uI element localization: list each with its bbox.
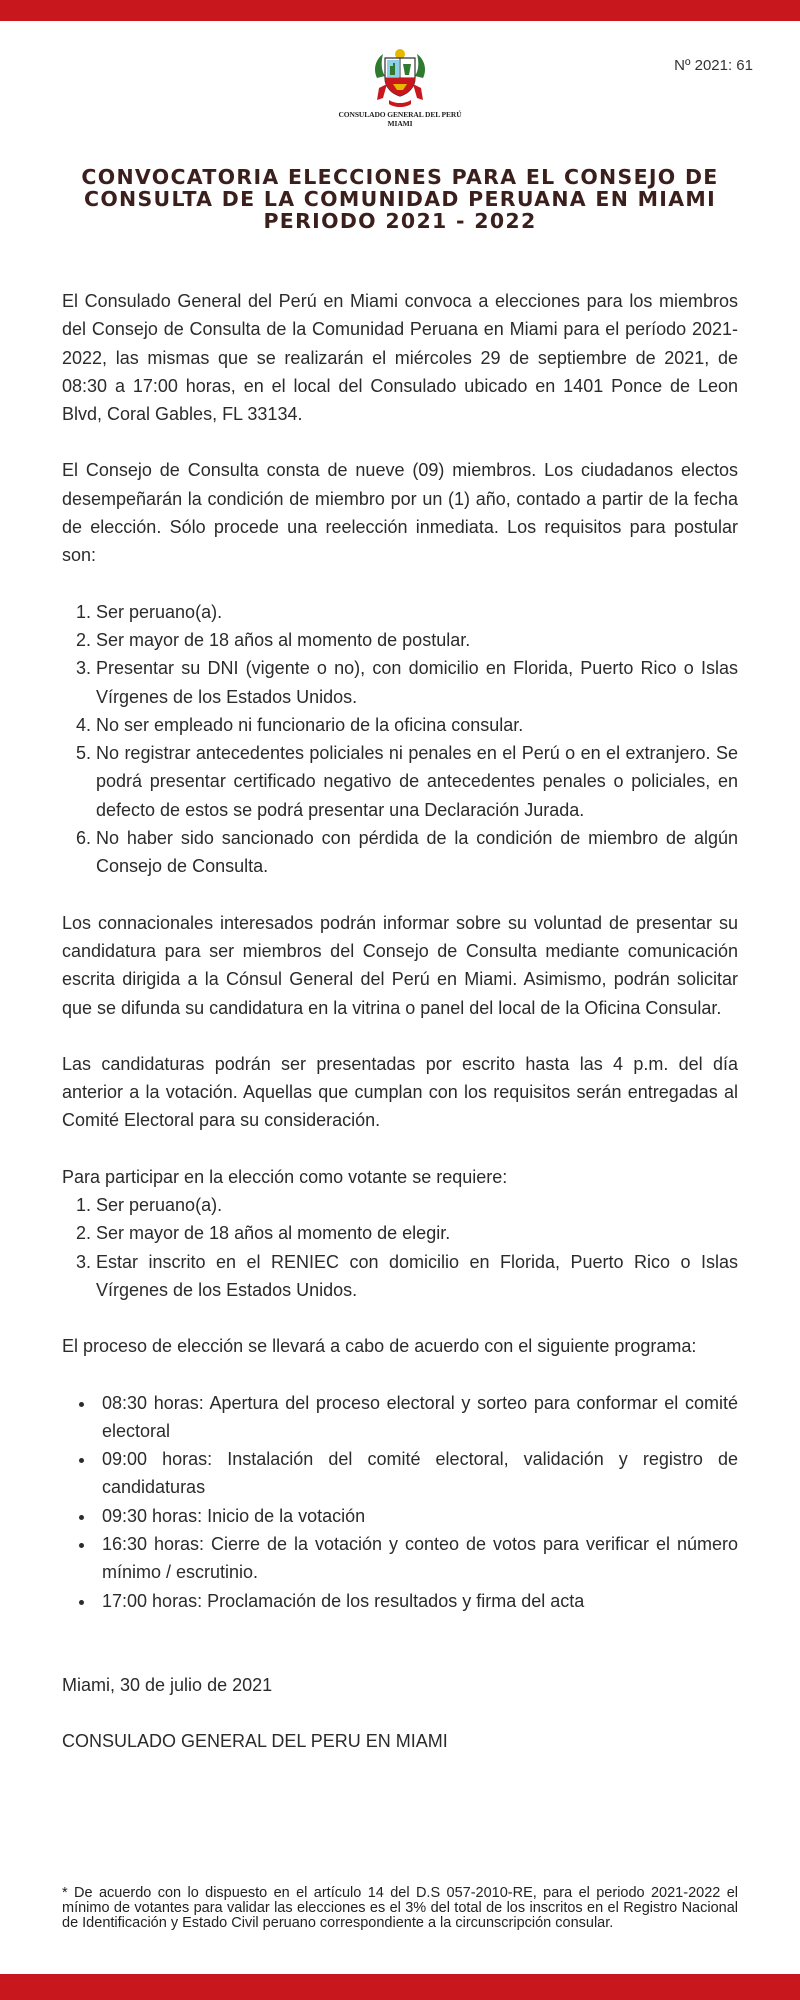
bottom-accent-bar xyxy=(0,1974,800,2000)
top-accent-bar xyxy=(0,0,800,21)
list-item: • 09:00 horas: Instalación del comité electoral, validación y registro de candidaturas xyxy=(96,1445,738,1502)
list-item: • 08:30 horas: Apertura del proceso electoral y sorteo para conformar el comité electoral xyxy=(96,1389,738,1446)
list-item: 3. Presentar su DNI (vigente o no), con domicilio en Florida, Puerto Rico o Islas Vírgenes de los Estados Unidos. xyxy=(96,654,738,711)
candidacy-paragraph: Los connacionales interesados podrán informar sobre su voluntad de presentar su candidatura para ser miembros del Consejo de Consulta mediante comunicación escrita dirigida a la Cónsul General del Perú en Miami. Asimismo, podrán solicitar que se difunda su candidatura en la vitrina o panel del local de la Oficina Consular. xyxy=(62,912,738,1018)
list-item: 1. Ser peruano(a). xyxy=(96,598,738,626)
title-line-1: CONVOCATORIA ELECCIONES PARA EL CONSEJO DE xyxy=(81,165,719,189)
intro-paragraph: El Consulado General del Perú en Miami convoca a elecciones para los miembros del Consejo de Consulta de la Comunidad Peruana en Miami para el período 2021-2022, las mismas que se realizarán el miércoles 29 de septiembre de 2021, de 08:30 a 17:00 horas, en el local del Consulado ubicado en 1401 Ponce de Leon Blvd, Coral Gables, FL 33134. xyxy=(62,291,738,425)
council-paragraph: El Consejo de Consulta consta de nueve (09) miembros. Los ciudadanos electos desempeñarán la condición de miembro por un (1) año, contado a partir de la fecha de elección. Sólo procede una reelección inmediata. Los requisitos para postular son: xyxy=(62,460,738,566)
footnote: * De acuerdo con lo dispuesto en el artículo 14 del D.S 057-2010-RE, para el periodo 2021-2022 el mínimo de votantes para validar las elecciones es el 3% del total de los inscritos en el Registro Nacional de Identificación y Estado Civil peruano correspondiente a la circunscripción consular. xyxy=(62,1885,738,1931)
schedule-list xyxy=(62,1389,738,1615)
date-line: Miami, 30 de julio de 2021 xyxy=(62,1674,273,1695)
list-item: 3. Estar inscrito en el RENIEC con domicilio en Florida, Puerto Rico o Islas Vírgenes de los Estados Unidos. xyxy=(96,1248,738,1305)
list-item: 5. No registrar antecedentes policiales ni penales en el Perú o en el extranjero. Se podrá presentar certificado negativo de antecedentes penales o policiales, en defecto de estos se podrá presentar una Declaración Jurada. xyxy=(96,739,738,824)
schedule-intro: El proceso de elección se llevará a cabo de acuerdo con el siguiente programa: xyxy=(62,1336,697,1357)
page-title xyxy=(40,166,760,232)
peru-coat-of-arms-icon xyxy=(369,44,431,110)
list-item: 6. No haber sido sancionado con pérdida de la condición de miembro de algún Consejo de Consulta. xyxy=(96,824,738,881)
voter-intro: Para participar en la elección como votante se requiere: xyxy=(62,1166,508,1187)
deadline-paragraph: Las candidaturas podrán ser presentadas por escrito hasta las 4 p.m. del día anterior a la votación. Aquellas que cumplan con los requisitos serán entregadas al Comité Electoral para su consideración. xyxy=(62,1053,738,1131)
title-line-3: PERIODO 2021 - 2022 xyxy=(263,209,537,233)
list-item: 2. Ser mayor de 18 años al momento de elegir. xyxy=(96,1219,738,1247)
document-number: Nº 2021: 61 xyxy=(674,57,753,74)
list-item: 1. Ser peruano(a). xyxy=(96,1191,738,1219)
voter-requirements-list xyxy=(62,1191,738,1304)
consulate-seal xyxy=(335,44,465,140)
candidate-requirements-list xyxy=(62,598,738,881)
list-item: • 09:30 horas: Inicio de la votación xyxy=(96,1502,738,1530)
title-line-2: CONSULTA DE LA COMUNIDAD PERUANA EN MIAMI xyxy=(83,187,717,211)
seal-caption-line2: MIAMI xyxy=(387,119,413,128)
list-item: 4. No ser empleado ni funcionario de la oficina consular. xyxy=(96,711,738,739)
list-item: 2. Ser mayor de 18 años al momento de postular. xyxy=(96,626,738,654)
announcement-body xyxy=(62,287,738,1755)
list-item: • 16:30 horas: Cierre de la votación y conteo de votos para verificar el número mínimo / escrutinio. xyxy=(96,1530,738,1587)
list-item: • 17:00 horas: Proclamación de los resultados y firma del acta xyxy=(96,1587,738,1615)
seal-caption-line1: CONSULADO GENERAL DEL PERÚ xyxy=(338,110,462,119)
signature-line: CONSULADO GENERAL DEL PERU EN MIAMI xyxy=(62,1731,448,1752)
